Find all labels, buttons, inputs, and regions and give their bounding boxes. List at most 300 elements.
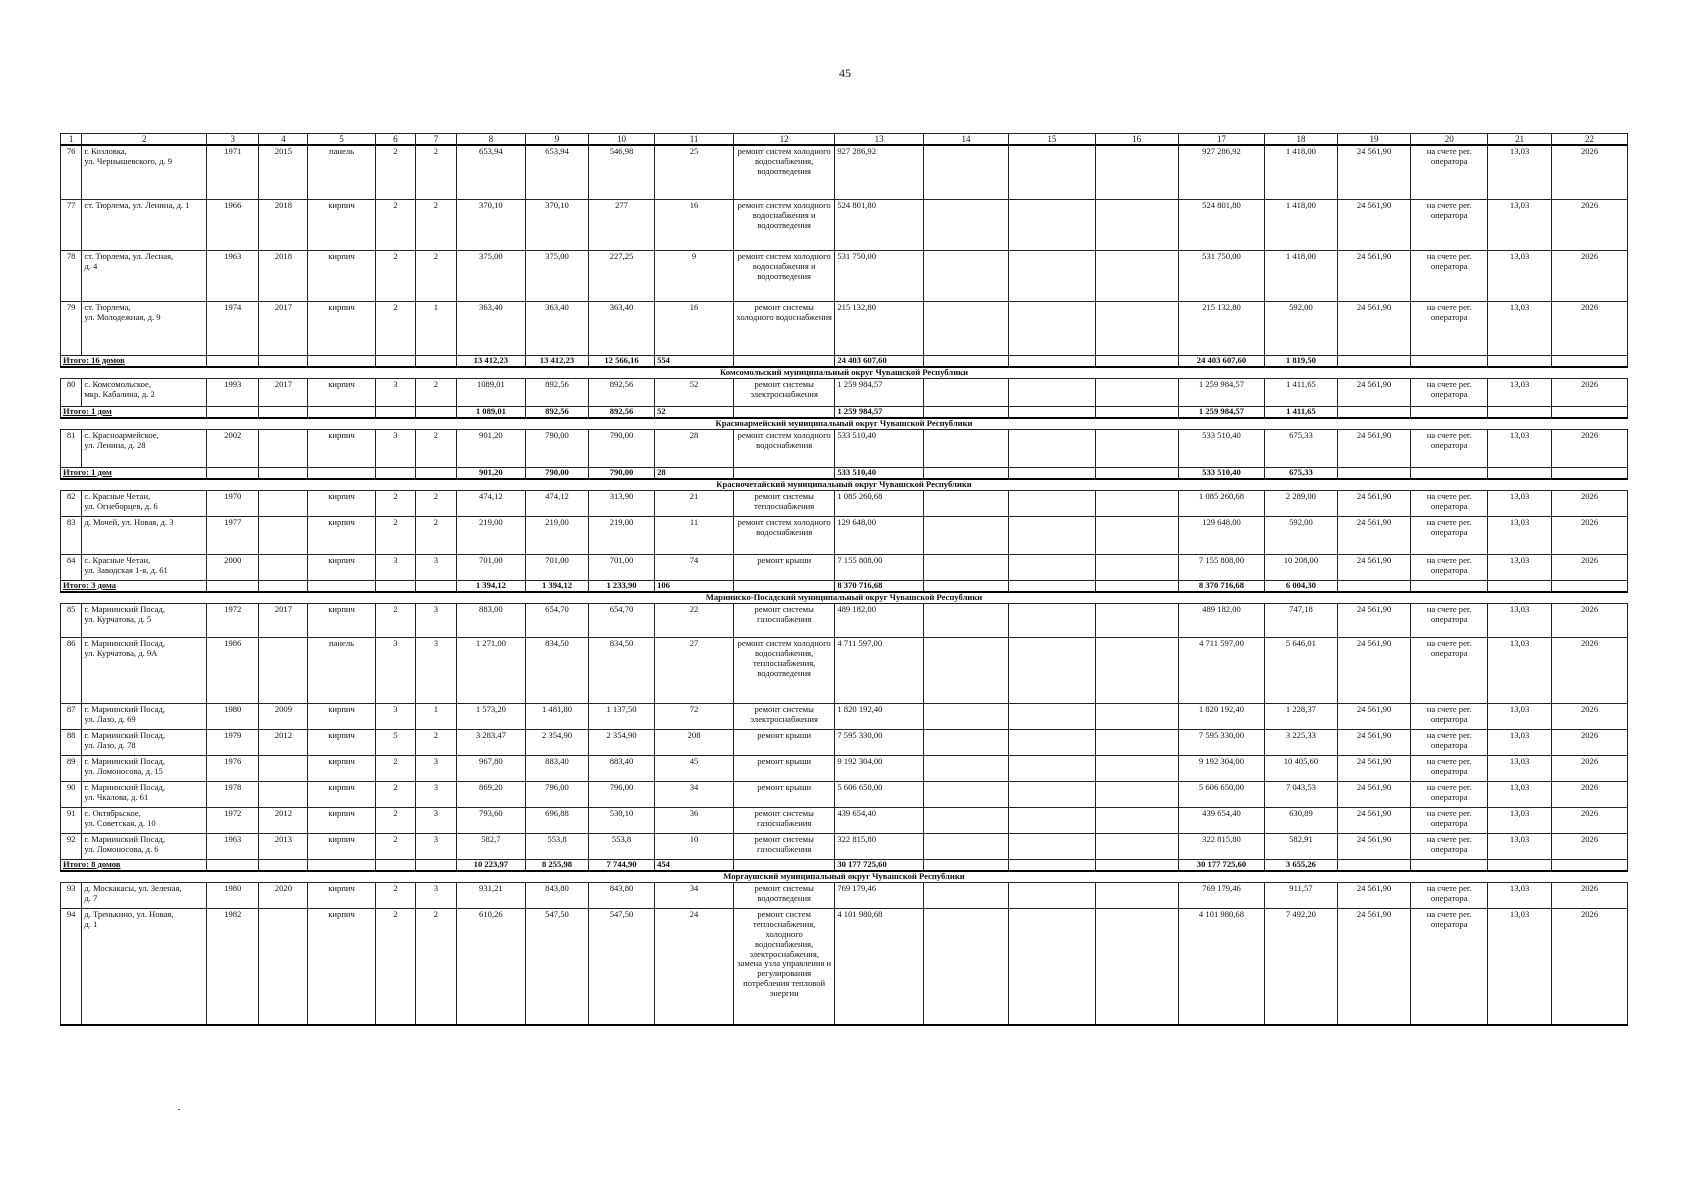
residential-area-cell: 892,56 [588,378,654,406]
subtotal-residential-area: 1 233,90 [588,580,654,591]
unit-cost-cell: 3 225,33 [1265,729,1338,755]
floors-cell: 3 [375,378,416,406]
subtotal-total-area: 1 089,01 [456,406,525,417]
unit-cost-cell: 582,91 [1265,833,1338,859]
subtotal-cost: 533 510,40 [835,467,924,478]
entrances-cell: 3 [416,781,457,807]
address-cell: г. Козловка, ул. Чернышевского, д. 9 [82,145,207,199]
year-built-cell: 1974 [207,301,259,355]
limit-cost-cell: 24 561,90 [1337,301,1411,355]
table-cell [1095,301,1178,355]
region-heading: Красноармейский муниципальный округ Чувашской Республики [61,418,1628,429]
column-number-cell: 15 [1009,134,1095,146]
subtotal-residential-area: 790,00 [588,467,654,478]
table-cell [1095,833,1178,859]
entrances-cell: 2 [416,250,457,301]
subtotal-residential-area: 7 744,90 [588,859,654,870]
floors-cell: 2 [375,882,416,908]
column-number-cell: 22 [1552,134,1628,146]
cost-cell: 439 654,40 [835,807,924,833]
contribution-cell: 13,03 [1488,703,1552,729]
owner-funds-cell: 9 192 304,00 [1178,755,1264,781]
table-cell [923,467,1008,478]
total-area-cell: 610,26 [456,908,525,1025]
planned-year-cell: 2026 [1552,378,1628,406]
table-cell [1095,703,1178,729]
total-area-cell: 793,60 [456,807,525,833]
contribution-cell: 13,03 [1488,554,1552,580]
floors-cell: 5 [375,729,416,755]
row-number: 94 [61,908,82,1025]
fund-method-cell: на счете рег. оператора [1411,250,1488,301]
entrances-cell: 3 [416,554,457,580]
subtotal-row [61,467,1628,478]
planned-year-cell: 2026 [1552,490,1628,516]
owner-funds-cell: 322 815,80 [1178,833,1264,859]
entrances-cell: 2 [416,199,457,250]
table-cell [923,145,1008,199]
planned-year-cell: 2026 [1552,250,1628,301]
subtotal-owner-funds: 533 510,40 [1178,467,1264,478]
total-area-cell: 967,80 [456,755,525,781]
subtotal-label: Итого: 1 дом [61,467,207,478]
table-cell [308,467,375,478]
premises-area-cell: 790,00 [526,429,589,467]
table-row [61,603,1628,637]
subtotal-cost: 24 403 607,60 [835,355,924,366]
unit-cost-cell: 10 208,00 [1265,554,1338,580]
subtotal-residential-area: 892,56 [588,406,654,417]
limit-cost-cell: 24 561,90 [1337,755,1411,781]
repair-work-cell: ремонт крыши [734,755,835,781]
repair-work-cell: ремонт системы холодного водоснабжения [734,301,835,355]
planned-year-cell: 2026 [1552,145,1628,199]
planned-year-cell: 2026 [1552,755,1628,781]
subtotal-cost: 30 177 725,60 [835,859,924,870]
table-cell [1337,859,1411,870]
total-area-cell: 219,00 [456,516,525,554]
limit-cost-cell: 24 561,90 [1337,729,1411,755]
cost-cell: 1 085 260,68 [835,490,924,516]
owner-funds-cell: 215 132,80 [1178,301,1264,355]
table-cell [923,603,1008,637]
page-number: 45 [839,66,851,80]
table-cell [923,729,1008,755]
table-cell [1009,516,1095,554]
wall-material-cell: кирпич [308,729,375,755]
address-cell: г. Мариинский Посад, ул. Лазо, д. 69 [82,703,207,729]
subtotal-total-area: 13 412,23 [456,355,525,366]
year-built-cell: 1972 [207,807,259,833]
table-cell [923,908,1008,1025]
planned-year-cell: 2026 [1552,908,1628,1025]
table-row [61,429,1628,467]
last-repair-year-cell: 2018 [259,199,308,250]
unit-cost-cell: 7 492,20 [1265,908,1338,1025]
floors-cell: 2 [375,833,416,859]
fund-method-cell: на счете рег. оператора [1411,554,1488,580]
row-number: 87 [61,703,82,729]
year-built-cell: 1963 [207,250,259,301]
residential-area-cell: 1 137,50 [588,703,654,729]
cost-cell: 4 101 980,68 [835,908,924,1025]
entrances-cell: 2 [416,378,457,406]
repair-work-cell: ремонт систем холодного водоснабжения [734,516,835,554]
year-built-cell: 1978 [207,781,259,807]
table-row [61,781,1628,807]
contribution-cell: 13,03 [1488,199,1552,250]
entrances-cell: 1 [416,301,457,355]
premises-area-cell: 796,00 [526,781,589,807]
wall-material-cell: панель [308,637,375,703]
unit-cost-cell: 630,89 [1265,807,1338,833]
residential-area-cell: 546,98 [588,145,654,199]
table-cell [923,703,1008,729]
table-cell [1095,637,1178,703]
residential-area-cell: 277 [588,199,654,250]
residential-area-cell: 219,00 [588,516,654,554]
row-number: 84 [61,554,82,580]
subtotal-residents: 106 [655,580,734,591]
table-row [61,703,1628,729]
table-row [61,729,1628,755]
wall-material-cell: кирпич [308,199,375,250]
table-cell [923,554,1008,580]
residents-cell: 24 [655,908,734,1025]
premises-area-cell: 892,56 [526,378,589,406]
table-cell [734,859,835,870]
residential-area-cell: 790,00 [588,429,654,467]
fund-method-cell: на счете рег. оператора [1411,637,1488,703]
owner-funds-cell: 531 750,00 [1178,250,1264,301]
address-cell: с. Красноармейское, ул. Ленина, д. 28 [82,429,207,467]
contribution-cell: 13,03 [1488,908,1552,1025]
table-cell [1337,467,1411,478]
address-cell: г. Мариинский Посад, ул. Курчатова, д. 5 [82,603,207,637]
owner-funds-cell: 5 606 650,00 [1178,781,1264,807]
planned-year-cell: 2026 [1552,781,1628,807]
wall-material-cell: кирпич [308,554,375,580]
table-row [61,833,1628,859]
wall-material-cell: кирпич [308,807,375,833]
owner-funds-cell: 1 085 260,68 [1178,490,1264,516]
table-cell [308,355,375,366]
premises-area-cell: 553,8 [526,833,589,859]
wall-material-cell: кирпич [308,516,375,554]
subtotal-cost: 8 370 716,68 [835,580,924,591]
subtotal-premises-area: 892,56 [526,406,589,417]
last-repair-year-cell: 2017 [259,378,308,406]
residents-cell: 25 [655,145,734,199]
table-cell [1009,859,1095,870]
table-cell [923,807,1008,833]
table-cell [923,882,1008,908]
owner-funds-cell: 7 595 330,00 [1178,729,1264,755]
entrances-cell: 2 [416,908,457,1025]
table-cell [1095,729,1178,755]
owner-funds-cell: 439 654,40 [1178,807,1264,833]
unit-cost-cell: 747,18 [1265,603,1338,637]
fund-method-cell: на счете рег. оператора [1411,908,1488,1025]
total-area-cell: 653,94 [456,145,525,199]
table-cell [923,301,1008,355]
floors-cell: 2 [375,755,416,781]
entrances-cell: 3 [416,637,457,703]
table-cell [1488,406,1552,417]
table-cell [1552,859,1628,870]
table-cell [1488,859,1552,870]
fund-method-cell: на счете рег. оператора [1411,807,1488,833]
subtotal-unit-cost: 1 819,50 [1265,355,1338,366]
table-cell [1009,554,1095,580]
unit-cost-cell: 911,57 [1265,882,1338,908]
planned-year-cell: 2026 [1552,199,1628,250]
unit-cost-cell: 1 228,37 [1265,703,1338,729]
last-repair-year-cell: 2015 [259,145,308,199]
year-built-cell: 1993 [207,378,259,406]
header-row [61,134,1628,146]
total-area-cell: 883,00 [456,603,525,637]
column-number-cell: 6 [375,134,416,146]
premises-area-cell: 547,50 [526,908,589,1025]
contribution-cell: 13,03 [1488,807,1552,833]
residents-cell: 34 [655,882,734,908]
entrances-cell: 3 [416,603,457,637]
floors-cell: 2 [375,908,416,1025]
table-cell [1552,355,1628,366]
limit-cost-cell: 24 561,90 [1337,637,1411,703]
wall-material-cell: кирпич [308,490,375,516]
owner-funds-cell: 1 820 192,40 [1178,703,1264,729]
table-cell [1095,145,1178,199]
row-number: 80 [61,378,82,406]
cost-cell: 215 132,80 [835,301,924,355]
total-area-cell: 1 573,20 [456,703,525,729]
last-repair-year-cell: 2017 [259,301,308,355]
table-cell [1095,781,1178,807]
subtotal-total-area: 1 394,12 [456,580,525,591]
table-row [61,516,1628,554]
contribution-cell: 13,03 [1488,250,1552,301]
floors-cell: 3 [375,703,416,729]
contribution-cell: 13,03 [1488,516,1552,554]
last-repair-year-cell: 2009 [259,703,308,729]
floors-cell: 2 [375,250,416,301]
subtotal-row [61,406,1628,417]
table-cell [923,755,1008,781]
residents-cell: 22 [655,603,734,637]
entrances-cell: 3 [416,882,457,908]
planned-year-cell: 2026 [1552,703,1628,729]
table-body [61,145,1628,1025]
table-row [61,199,1628,250]
planned-year-cell: 2026 [1552,603,1628,637]
address-cell: с. Октябрьское, ул. Советская, д. 10 [82,807,207,833]
wall-material-cell: кирпич [308,882,375,908]
fund-method-cell: на счете рег. оператора [1411,603,1488,637]
row-number: 82 [61,490,82,516]
premises-area-cell: 219,00 [526,516,589,554]
table-cell [1337,406,1411,417]
table-cell [1009,490,1095,516]
subtotal-label: Итого: 8 домов [61,859,207,870]
floors-cell: 2 [375,781,416,807]
table-cell [207,355,259,366]
column-number-cell: 5 [308,134,375,146]
table-cell [1411,859,1488,870]
subtotal-cost: 1 259 984,57 [835,406,924,417]
table-cell [734,355,835,366]
year-built-cell: 1977 [207,516,259,554]
contribution-cell: 13,03 [1488,301,1552,355]
contribution-cell: 13,03 [1488,378,1552,406]
wall-material-cell: кирпич [308,781,375,807]
address-cell: д. Мочей, ул. Новая, д. 3 [82,516,207,554]
floors-cell: 2 [375,603,416,637]
cost-cell: 7 595 330,00 [835,729,924,755]
row-number: 79 [61,301,82,355]
planned-year-cell: 2026 [1552,637,1628,703]
last-repair-year-cell [259,781,308,807]
year-built-cell: 1980 [207,882,259,908]
contribution-cell: 13,03 [1488,145,1552,199]
residential-area-cell: 883,40 [588,755,654,781]
repair-work-cell: ремонт систем теплоснабжения, холодного водоснабжения, электроснабжения, замена узла управления и регулирования потребления тепловой энергии [734,908,835,1025]
floors-cell: 3 [375,637,416,703]
limit-cost-cell: 24 561,90 [1337,807,1411,833]
table-cell [1095,807,1178,833]
last-repair-year-cell [259,755,308,781]
residential-area-cell: 313,90 [588,490,654,516]
repair-work-cell: ремонт системы электроснабжения [734,378,835,406]
table-cell [1009,637,1095,703]
repair-work-cell: ремонт крыши [734,781,835,807]
subtotal-premises-area: 790,00 [526,467,589,478]
year-built-cell: 1982 [207,908,259,1025]
last-repair-year-cell: 2012 [259,807,308,833]
table-row [61,908,1628,1025]
premises-area-cell: 834,50 [526,637,589,703]
repair-work-cell: ремонт систем холодного водоснабжения и водоотведения [734,199,835,250]
table-cell [1009,301,1095,355]
address-cell: ст. Тюрлема, ул. Молодежная, д. 9 [82,301,207,355]
limit-cost-cell: 24 561,90 [1337,250,1411,301]
margin-mark [178,1109,180,1110]
table-cell [923,355,1008,366]
subtotal-row [61,859,1628,870]
cost-cell: 769 179,46 [835,882,924,908]
table-cell [923,637,1008,703]
column-number-cell: 4 [259,134,308,146]
unit-cost-cell: 1 418,00 [1265,199,1338,250]
limit-cost-cell: 24 561,90 [1337,199,1411,250]
table-cell [1095,516,1178,554]
cost-cell: 5 606 650,00 [835,781,924,807]
table-row [61,301,1628,355]
table-cell [1095,554,1178,580]
table-cell [1009,755,1095,781]
fund-method-cell: на счете рег. оператора [1411,378,1488,406]
region-heading-row [61,871,1628,882]
address-cell: д. Москакасы, ул. Зеленая, д. 7 [82,882,207,908]
column-number-cell: 2 [82,134,207,146]
wall-material-cell: кирпич [308,250,375,301]
subtotal-unit-cost: 1 411,65 [1265,406,1338,417]
subtotal-premises-area: 1 394,12 [526,580,589,591]
fund-method-cell: на счете рег. оператора [1411,781,1488,807]
table-cell [1009,807,1095,833]
table-cell [1095,199,1178,250]
table-cell [1095,859,1178,870]
wall-material-cell: кирпич [308,603,375,637]
subtotal-unit-cost: 3 655,26 [1265,859,1338,870]
contribution-cell: 13,03 [1488,637,1552,703]
unit-cost-cell: 592,00 [1265,516,1338,554]
limit-cost-cell: 24 561,90 [1337,603,1411,637]
table-cell [923,781,1008,807]
owner-funds-cell: 533 510,40 [1178,429,1264,467]
year-built-cell: 1986 [207,637,259,703]
row-number: 81 [61,429,82,467]
premises-area-cell: 370,10 [526,199,589,250]
limit-cost-cell: 24 561,90 [1337,833,1411,859]
year-built-cell: 1979 [207,729,259,755]
table-cell [1095,467,1178,478]
table-cell [308,406,375,417]
premises-area-cell: 375,00 [526,250,589,301]
total-area-cell: 363,40 [456,301,525,355]
last-repair-year-cell [259,908,308,1025]
contribution-cell: 13,03 [1488,882,1552,908]
row-number: 88 [61,729,82,755]
table-cell [207,580,259,591]
cost-cell: 489 182,00 [835,603,924,637]
subtotal-row [61,580,1628,591]
residents-cell: 10 [655,833,734,859]
column-number-cell: 13 [835,134,924,146]
planned-year-cell: 2026 [1552,429,1628,467]
floors-cell: 2 [375,199,416,250]
subtotal-total-area: 10 223,97 [456,859,525,870]
table-row [61,250,1628,301]
table-cell [1552,580,1628,591]
contribution-cell: 13,03 [1488,429,1552,467]
total-area-cell: 1 271,00 [456,637,525,703]
year-built-cell: 1966 [207,199,259,250]
cost-cell: 7 155 808,00 [835,554,924,580]
table-row [61,755,1628,781]
subtotal-row [61,355,1628,366]
repair-work-cell: ремонт крыши [734,554,835,580]
column-number-cell: 16 [1095,134,1178,146]
limit-cost-cell: 24 561,90 [1337,781,1411,807]
row-number: 85 [61,603,82,637]
premises-area-cell: 654,70 [526,603,589,637]
table-cell [1095,355,1178,366]
entrances-cell: 3 [416,833,457,859]
table-cell [923,429,1008,467]
column-number-cell: 7 [416,134,457,146]
table-cell [923,490,1008,516]
cost-cell: 1 259 984,57 [835,378,924,406]
subtotal-unit-cost: 675,33 [1265,467,1338,478]
column-number-cell: 1 [61,134,82,146]
table-cell [259,859,308,870]
wall-material-cell: кирпич [308,703,375,729]
address-cell: г. Мариинский Посад, ул. Чкалова, д. 61 [82,781,207,807]
table-cell [923,250,1008,301]
table-cell [1095,882,1178,908]
